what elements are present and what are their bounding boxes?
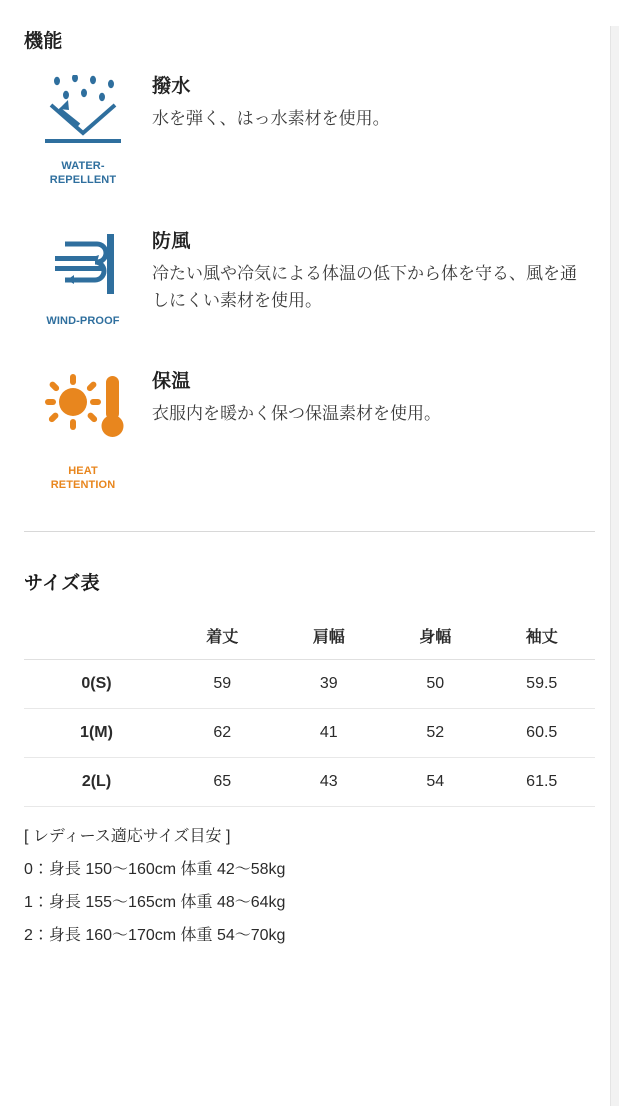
size-table-header-cell (24, 609, 169, 660)
table-row (24, 708, 595, 757)
size-value: 41 (276, 708, 383, 757)
features-list (24, 71, 595, 493)
feature-name: 保温 (152, 371, 191, 393)
icon-caption-line1: WIND-PROOF (46, 314, 120, 327)
size-table-header-row (24, 609, 595, 660)
size-table-header-cell: 身幅 (382, 609, 489, 660)
size-value: 59.5 (489, 659, 596, 708)
icon-caption-line2: RETENTION (50, 479, 116, 491)
size-value: 54 (382, 757, 489, 806)
icon-caption-line1: WATER- (61, 160, 105, 172)
size-notes (24, 825, 595, 948)
size-table-header-cell: 袖丈 (489, 609, 596, 660)
table-row (24, 659, 595, 708)
feature-icon-caption (24, 315, 142, 329)
wind-proof-icon (35, 230, 131, 304)
size-section-title: サイズ表 (24, 572, 101, 594)
size-table (24, 609, 595, 807)
feature-item (24, 226, 595, 329)
size-note-line: [ レディース適応サイズ目安 ] (24, 827, 231, 845)
feature-item (24, 71, 595, 188)
product-detail-page (0, 26, 619, 948)
size-value: 61.5 (489, 757, 596, 806)
size-value: 62 (169, 708, 276, 757)
feature-description: 衣服内を暖かく保つ保温素材を使用。 (152, 404, 441, 424)
feature-item (24, 366, 595, 493)
size-value: 50 (382, 659, 489, 708)
icon-caption-line1: HEAT (68, 465, 98, 478)
size-table-header-cell: 着丈 (169, 609, 276, 660)
size-value: 60.5 (489, 708, 596, 757)
feature-description: 水を弾く、はっ水素材を使用。 (152, 109, 390, 128)
water-repellent-icon (35, 75, 131, 149)
feature-icon-wrapper (24, 71, 142, 188)
feature-icon-wrapper (24, 226, 142, 329)
size-value: 65 (169, 757, 276, 806)
size-label: 0(S) (24, 659, 169, 708)
size-note-line: 0：身長 150〜160cm 体重 42〜58kg (24, 860, 286, 878)
size-table-header-cell: 肩幅 (276, 609, 383, 660)
feature-name: 撥水 (152, 76, 191, 97)
feature-text (142, 366, 441, 427)
size-value: 39 (276, 659, 383, 708)
section-divider (24, 531, 595, 532)
feature-icon-caption (24, 160, 142, 188)
feature-icon-caption (24, 465, 142, 493)
size-value: 52 (382, 708, 489, 757)
size-label: 1(M) (24, 708, 169, 757)
size-value: 59 (169, 659, 276, 708)
heat-retention-icon (35, 370, 131, 454)
size-note-line: 2：身長 160〜170cm 体重 54〜70kg (24, 926, 286, 944)
table-row (24, 757, 595, 806)
icon-caption-line2: REPELLENT (49, 173, 117, 186)
feature-description: 冷たい風や冷気による体温の低下から体を守る、風を通しにくい素材を使用。 (152, 263, 577, 310)
feature-text (142, 226, 582, 314)
features-section-title: 機能 (24, 31, 63, 52)
scrollbar-track[interactable] (610, 26, 619, 1106)
size-note-line: 1：身長 155〜165cm 体重 48〜64kg (24, 893, 286, 911)
size-value: 43 (276, 757, 383, 806)
feature-icon-wrapper (24, 366, 142, 493)
feature-name: 防風 (152, 230, 191, 252)
feature-text (142, 71, 390, 132)
size-label: 2(L) (24, 757, 169, 806)
